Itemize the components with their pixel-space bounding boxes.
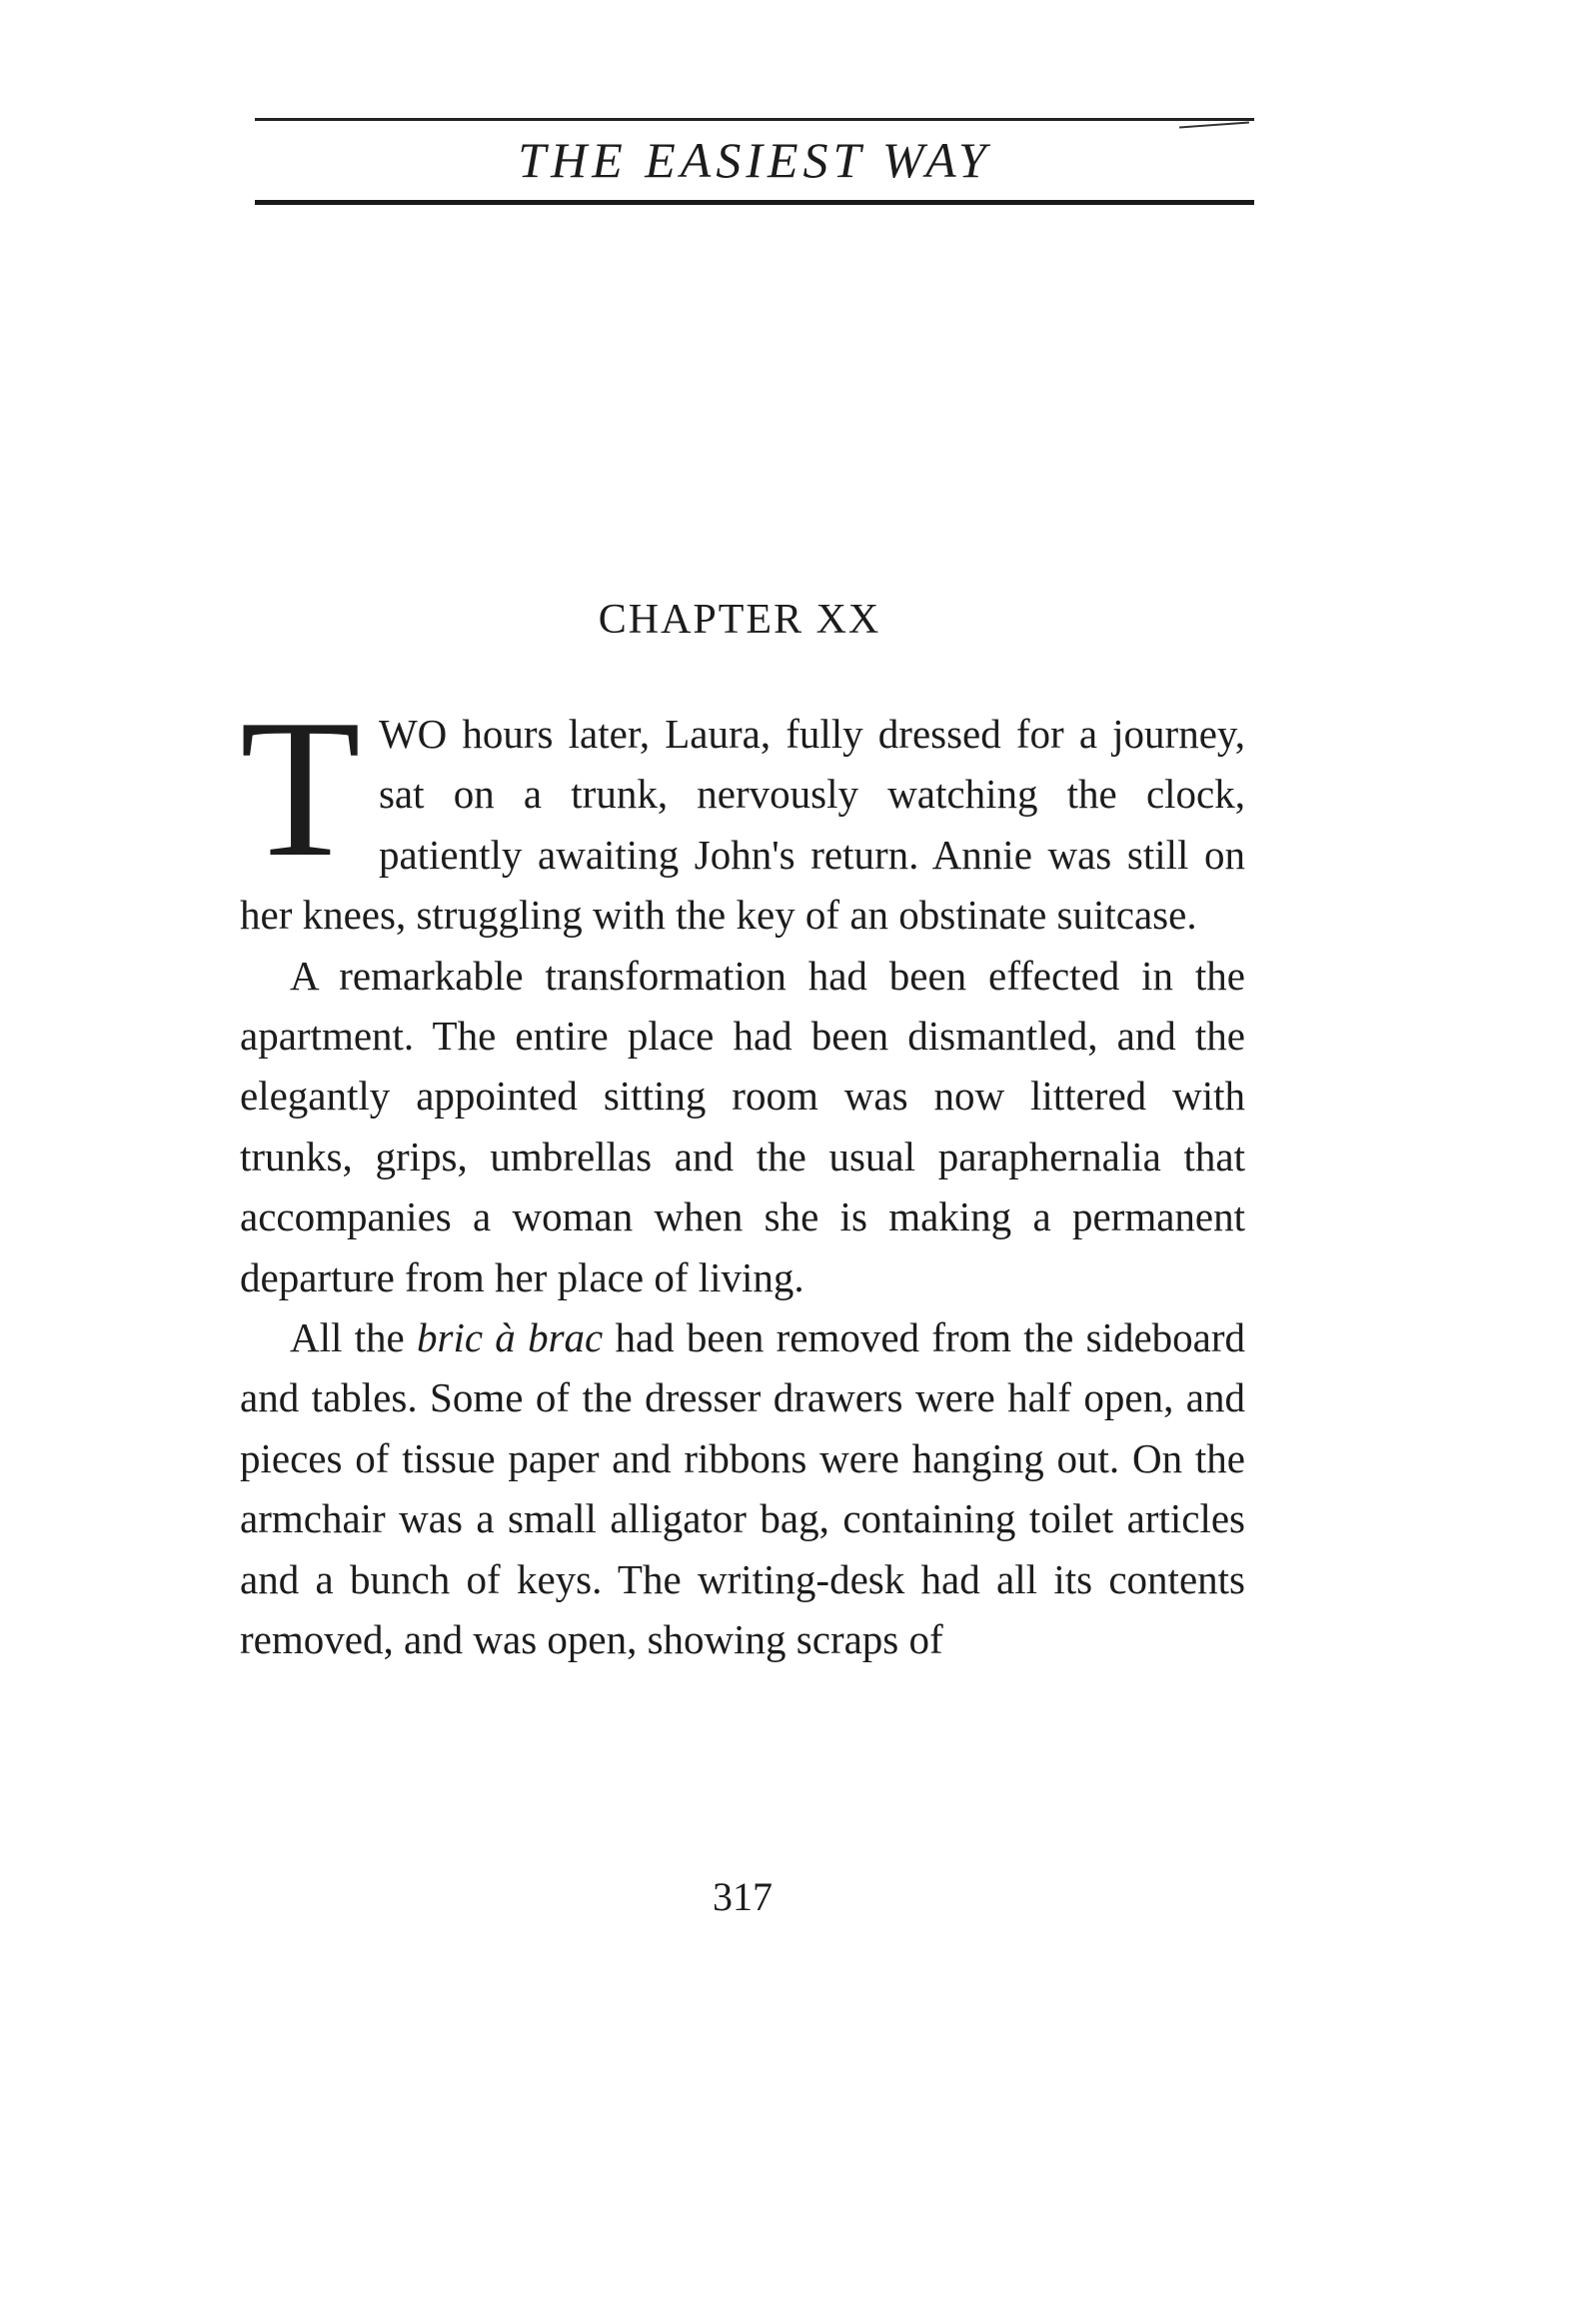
paragraph-3-before: All the	[290, 1314, 417, 1361]
paragraph-3-italic: bric à brac	[417, 1314, 604, 1361]
paragraph-1	[240, 679, 1245, 946]
paragraph-3	[240, 1307, 1245, 1669]
body-text	[240, 679, 1245, 1670]
page-number: 317	[713, 1874, 773, 1919]
header-rule-top	[255, 118, 1254, 121]
paragraph-1-text: hours later, Laura, fully dressed for a journey, sat on a trunk, nervously watching the clock, patiently awaiting John's return. Annie was still on her knees, struggling with the key of an obstinate suitcase.	[240, 711, 1245, 939]
drop-cap: T	[240, 679, 361, 898]
paragraph-3-after: had been removed from the sideboard and tables. Some of the dresser drawers were half open, and pieces of tissue paper and ribbons were hanging out. On the armchair was a small alligator bag, containing toilet articles and a bunch of keys. The writing-desk had all its contents removed, and was open, showing scraps of	[240, 1314, 1245, 1663]
chapter-title: CHAPTER XX	[598, 597, 881, 643]
paragraph-1-lead: WO	[378, 711, 448, 757]
header-rule-bottom	[255, 200, 1254, 205]
paragraph-2: A remarkable transformation had been effected in the apartment. The entire place had been dismantled, and the elegantly appointed sitting room was now littered with trunks, grips, umbrellas and the usual paraphernalia that accompanies a woman when she is making a permanent departure from her place of living.	[240, 952, 1245, 1300]
running-head: THE EASIEST WAY	[518, 132, 991, 188]
